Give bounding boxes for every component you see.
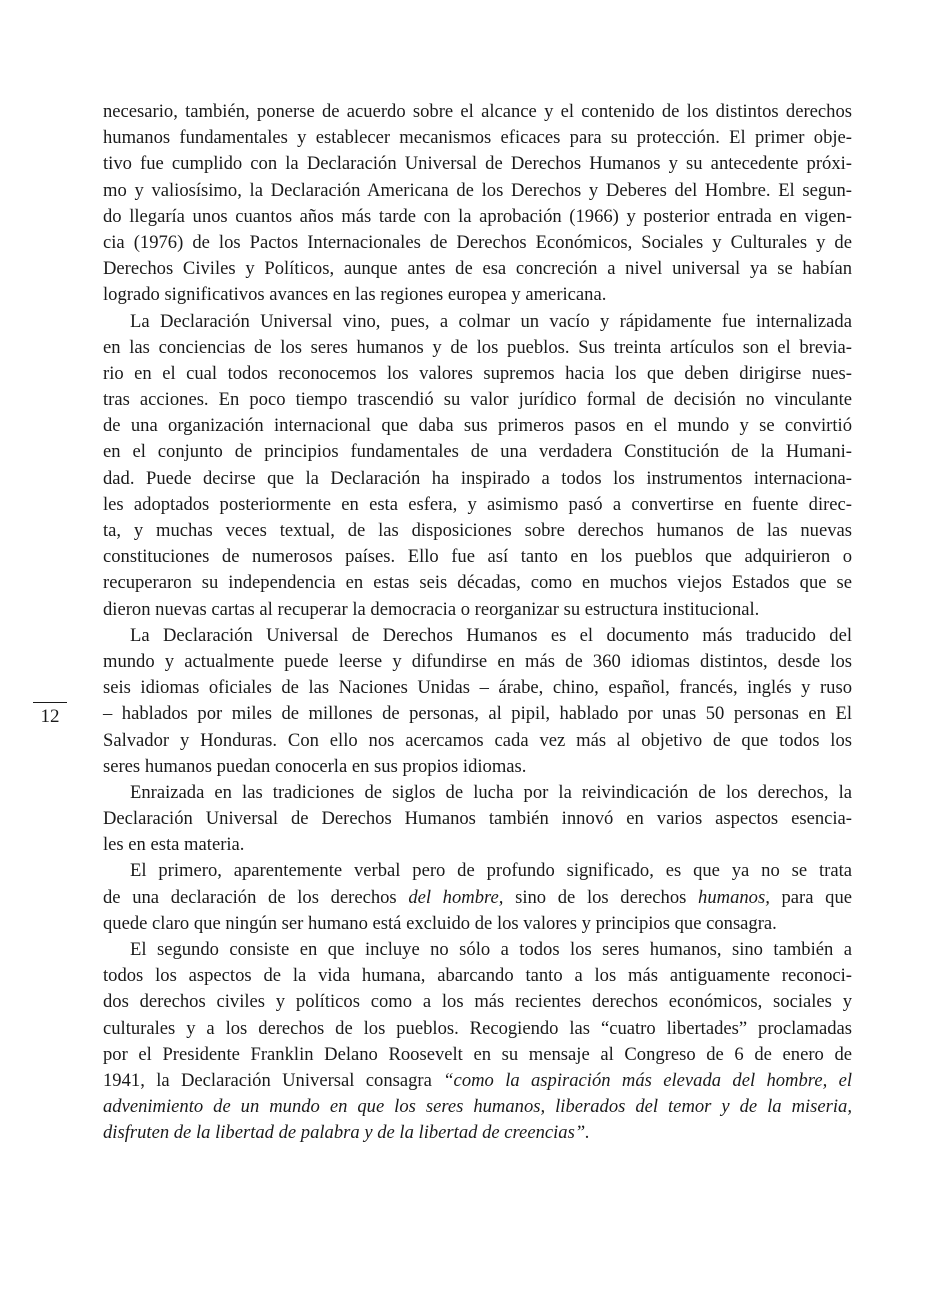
text-line xyxy=(103,623,852,649)
text-line xyxy=(103,492,852,518)
text-segment: 1941, la Declaración Universal consagra xyxy=(103,1069,444,1091)
text-segment: La Declaración Universal vino, pues, a colmar un vacío y rápidamente fue internalizada xyxy=(130,310,852,332)
text-line xyxy=(103,989,852,1015)
text-line xyxy=(103,439,852,465)
text-line xyxy=(103,256,852,282)
text-segment: rio en el cual todos reconocemos los valores supremos hacia los que deben dirigirse nues- xyxy=(103,362,852,384)
text-segment: de una declaración de los derechos xyxy=(103,886,409,908)
text-segment: seis idiomas oficiales de las Naciones Unidas – árabe, chino, español, francés, inglés y ruso xyxy=(103,677,852,699)
italic-text: del hombre, xyxy=(408,886,504,908)
text-segment: El primero, aparentemente verbal pero de profundo significado, es que ya no se trata xyxy=(130,860,852,882)
paragraph xyxy=(103,937,852,1147)
text-line xyxy=(103,1120,852,1146)
text-segment: Enraizada en las tradiciones de siglos de lucha por la reivindicación de los derechos, la xyxy=(130,781,852,803)
text-segment: mo y valiosísimo, la Declaración Americana de los Derechos y Deberes del Hombre. El segun- xyxy=(103,179,852,201)
text-segment: La Declaración Universal de Derechos Humanos es el documento más traducido del xyxy=(130,624,852,646)
text-line xyxy=(103,230,852,256)
text-line xyxy=(103,858,852,884)
text-line xyxy=(103,99,852,125)
text-segment: les adoptados posteriormente en esta esfera, y asimismo pasó a convertirse en fuente direc- xyxy=(103,493,852,515)
paragraph xyxy=(103,858,852,937)
italic-text: advenimiento de un mundo en que los seres humanos, liberados del temor y de la miseria, xyxy=(103,1096,852,1118)
text-segment: – hablados por miles de millones de personas, al pipil, hablado por unas 50 personas en El xyxy=(103,703,852,725)
text-line xyxy=(103,806,852,832)
text-segment: dos derechos civiles y políticos como a los más recientes derechos económicos, sociales y xyxy=(103,991,852,1013)
text-segment: do llegaría unos cuantos años más tarde con la aprobación (1966) y posterior entrada en vigen- xyxy=(103,205,852,227)
text-segment: tivo fue cumplido con la Declaración Universal de Derechos Humanos y su antecedente próxi- xyxy=(103,153,852,175)
text-segment: les en esta materia. xyxy=(103,834,245,856)
text-segment: en el conjunto de principios fundamentales de una verdadera Constitución de la Humani- xyxy=(103,441,852,463)
text-segment: Salvador y Honduras. Con ello nos acercamos cada vez más al objetivo de que todos los xyxy=(103,729,852,751)
text-segment: cia (1976) de los Pactos Internacionales de Derechos Económicos, Sociales y Culturales y de xyxy=(103,231,852,253)
paragraph xyxy=(103,623,852,780)
text-line xyxy=(103,937,852,963)
text-segment: mundo y actualmente puede leerse y difundirse en más de 360 idiomas distintos, desde los xyxy=(103,650,852,672)
paragraph xyxy=(103,309,852,623)
text-segment: tras acciones. En poco tiempo trascendió su valor jurídico formal de decisión no vinculante xyxy=(103,389,852,411)
text-segment: para que xyxy=(769,886,852,908)
text-segment: dad. Puede decirse que la Declaración ha inspirado a todos los instrumentos internaciona- xyxy=(103,467,852,489)
text-line xyxy=(103,335,852,361)
text-line xyxy=(103,151,852,177)
text-line xyxy=(103,1016,852,1042)
text-line xyxy=(103,780,852,806)
text-line xyxy=(103,885,852,911)
text-line xyxy=(103,518,852,544)
text-line xyxy=(103,544,852,570)
text-line xyxy=(103,597,852,623)
text-segment: todos los aspectos de la vida humana, abarcando tanto a los más antiguamente reconoci- xyxy=(103,965,852,987)
text-segment: ta, y muchas veces textual, de las disposiciones sobre derechos humanos de las nuevas xyxy=(103,520,852,541)
text-line xyxy=(103,728,852,754)
page-number-rule xyxy=(33,702,67,703)
text-line xyxy=(103,204,852,230)
text-line xyxy=(103,178,852,204)
italic-text: disfruten de la libertad de palabra y de la libertad de creencias”. xyxy=(103,1122,590,1144)
text-line xyxy=(103,282,852,308)
text-line xyxy=(103,911,852,937)
text-segment: en las conciencias de los seres humanos y de los pueblos. Sus treinta artículos son el brevia- xyxy=(103,336,852,358)
text-line xyxy=(103,361,852,387)
text-segment: logrado significativos avances en las regiones europea y americana. xyxy=(103,284,607,306)
text-line xyxy=(103,1094,852,1120)
page-number: 12 xyxy=(40,706,60,727)
text-segment: Derechos Civiles y Políticos, aunque antes de esa concreción a nivel universal ya se habían xyxy=(103,258,852,280)
text-line xyxy=(103,963,852,989)
text-segment: sino de los derechos xyxy=(503,886,699,908)
text-segment: constituciones de numerosos países. Ello fue así tanto en los pueblos que adquirieron o xyxy=(103,546,852,568)
text-line xyxy=(103,1068,852,1094)
text-segment: quede claro que ningún ser humano está excluido de los valores y principios que consagra. xyxy=(103,912,777,934)
text-segment: por el Presidente Franklin Delano Roosevelt en su mensaje al Congreso de 6 de enero de xyxy=(103,1043,852,1065)
text-line xyxy=(103,570,852,596)
text-line xyxy=(103,754,852,780)
text-segment: de una organización internacional que daba sus primeros pasos en el mundo y se convirtió xyxy=(103,415,852,437)
italic-text: “como la aspiración más elevada del hombre, el xyxy=(443,1069,853,1091)
text-segment: humanos fundamentales y establecer mecanismos eficaces para su protección. El primer obje- xyxy=(103,127,852,149)
text-line xyxy=(103,1042,852,1068)
text-segment: Declaración Universal de Derechos Humanos también innovó en varios aspectos esencia- xyxy=(103,808,852,830)
text-line xyxy=(103,832,852,858)
text-line xyxy=(103,125,852,151)
text-line xyxy=(103,466,852,492)
text-line xyxy=(103,675,852,701)
text-segment: dieron nuevas cartas al recuperar la democracia o reorganizar su estructura institucional. xyxy=(103,598,760,620)
text-segment: necesario, también, ponerse de acuerdo sobre el alcance y el contenido de los distintos derechos xyxy=(103,101,852,122)
italic-text: humanos, xyxy=(698,886,770,908)
text-line xyxy=(103,413,852,439)
text-segment: seres humanos puedan conocerla en sus propios idiomas. xyxy=(103,755,527,777)
text-line xyxy=(103,649,852,675)
text-segment: recuperaron su independencia en estas seis décadas, como en muchos viejos Estados que se xyxy=(103,572,852,594)
paragraph xyxy=(103,780,852,859)
paragraph xyxy=(103,99,852,309)
text-segment: El segundo consiste en que incluye no sólo a todos los seres humanos, sino también a xyxy=(130,939,852,960)
text-line xyxy=(103,387,852,413)
text-line xyxy=(103,701,852,727)
text-line xyxy=(103,309,852,335)
body-text xyxy=(103,99,852,1147)
text-segment: culturales y a los derechos de los pueblos. Recogiendo las “cuatro libertades” proclamadas xyxy=(103,1017,852,1039)
